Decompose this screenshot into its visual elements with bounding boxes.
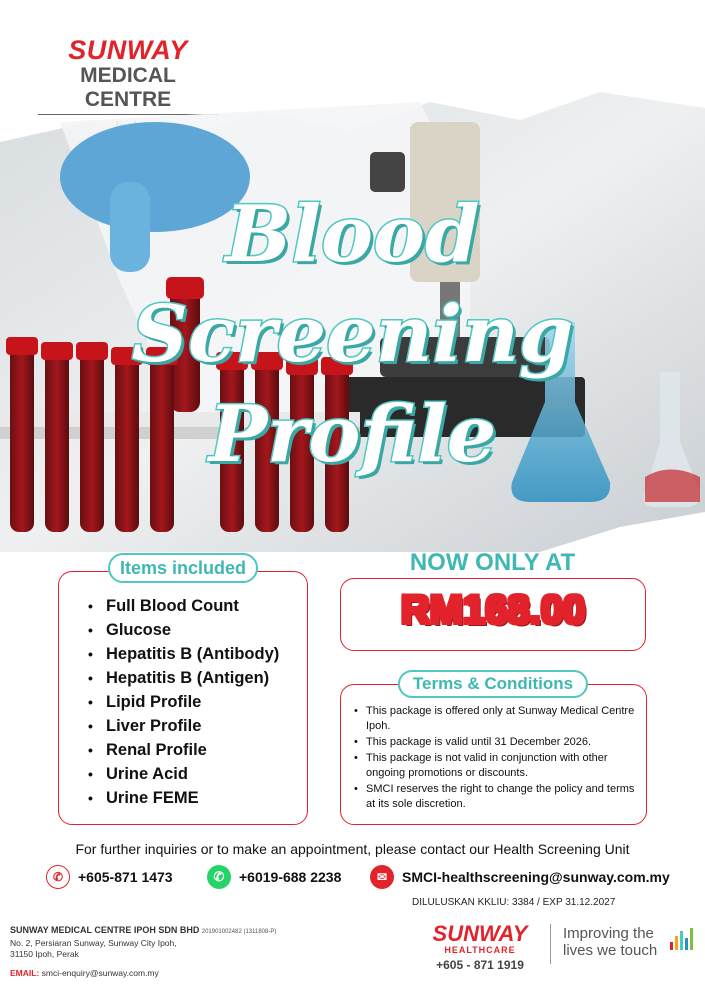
sunway-healthcare-logo (425, 923, 535, 972)
list-item: • This package is valid until 31 December 2026. (354, 735, 639, 750)
logo-subtitle: MEDICAL CENTRE (38, 64, 218, 115)
healthcare-brand: SUNWAY (432, 921, 528, 946)
approval-number: DILULUSKAN KKLIU: 3384 / EXP 31.12.2027 (412, 897, 616, 908)
terms-list (354, 704, 639, 813)
tagline-line-1: Improving the (563, 925, 654, 942)
price-label: NOW ONLY AT (409, 549, 576, 576)
bar-chart-icon (670, 926, 694, 956)
list-item: • This package is not valid in conjunction with other ongoing promotions or discounts. (354, 751, 639, 781)
whatsapp-icon: ✆ (207, 865, 231, 889)
healthcare-phone[interactable]: +605 - 871 1919 (436, 958, 524, 972)
list-item: • Glucose (88, 618, 279, 642)
list-item: • Full Blood Count (88, 594, 279, 618)
list-item: • Liver Profile (88, 714, 279, 738)
list-item: • Lipid Profile (88, 690, 279, 714)
list-item: • SMCI reserves the right to change the policy and terms at its sole discretion. (354, 782, 639, 812)
whatsapp-contact[interactable] (207, 864, 341, 890)
poster-title (0, 185, 705, 485)
email-contact[interactable] (370, 864, 670, 890)
phone-icon: ✆ (46, 865, 70, 889)
address-line-2: 31150 Ipoh, Perak (10, 949, 79, 959)
address-line-1: No. 2, Persiaran Sunway, Sunway City Ipoh, (10, 938, 177, 948)
list-item: • Hepatitis B (Antibody) (88, 642, 279, 666)
footer-address (10, 925, 276, 979)
tagline-line-2: lives we touch (563, 942, 658, 959)
list-item: • This package is offered only at Sunway Medical Centre Ipoh. (354, 704, 639, 734)
phone-contact[interactable] (46, 864, 173, 890)
items-heading: Items included (108, 553, 258, 583)
footer-email[interactable]: smci-enquiry@sunway.com.my (41, 968, 159, 978)
email-label: EMAIL: (10, 968, 40, 978)
company-reg: 201901002482 (1311808-P) (201, 929, 277, 935)
healthcare-sub: HEALTHCARE (444, 945, 516, 955)
items-list (88, 594, 279, 810)
whatsapp-number[interactable]: +6019-688 2238 (239, 869, 342, 885)
price-value: RM168.00 (400, 588, 586, 632)
list-item: • Urine Acid (88, 762, 279, 786)
logo-brand: SUNWAY (68, 35, 188, 65)
email-address[interactable]: SMCI-healthscreening@sunway.com.my (402, 869, 670, 885)
mail-icon: ✉ (370, 865, 394, 889)
tagline (563, 925, 657, 959)
title-line-2: Profile (208, 389, 497, 480)
inquiry-text: For further inquiries or to make an appointment, please contact our Health Screening Unit (75, 841, 630, 857)
list-item: • Hepatitis B (Antigen) (88, 666, 279, 690)
title-line-1: Blood Screening (131, 189, 574, 380)
terms-heading: Terms & Conditions (398, 670, 588, 698)
list-item: • Urine FEME (88, 786, 279, 810)
phone-number[interactable]: +605-871 1473 (78, 869, 173, 885)
footer-divider (550, 924, 551, 964)
company-name: SUNWAY MEDICAL CENTRE IPOH SDN BHD (10, 925, 200, 935)
list-item: • Renal Profile (88, 738, 279, 762)
